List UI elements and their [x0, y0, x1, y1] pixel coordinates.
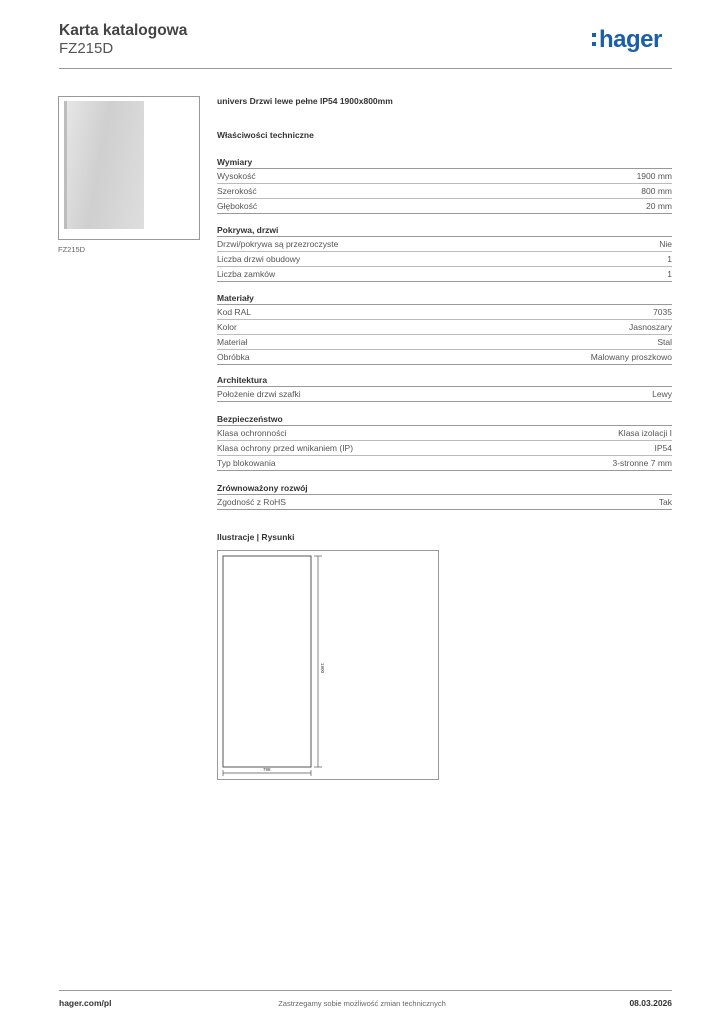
group-title: Zrównoważony rozwój	[217, 482, 672, 495]
spec-value: 7035	[653, 307, 672, 317]
spec-row	[217, 426, 672, 441]
spec-row	[217, 387, 672, 402]
footer-divider	[59, 990, 672, 991]
group-dimensions	[217, 156, 672, 214]
door-panel-image	[64, 101, 144, 229]
spec-label: Kolor	[217, 322, 237, 332]
footer-disclaimer: Zastrzegamy sobie możliwość zmian technicznych	[278, 999, 446, 1008]
spec-label: Głębokość	[217, 201, 258, 211]
group-sustainability	[217, 482, 672, 510]
spec-value: Klasa izolacji I	[618, 428, 672, 438]
spec-label: Wysokość	[217, 171, 256, 181]
group-title: Bezpieczeństwo	[217, 413, 672, 426]
spec-label: Drzwi/pokrywa są przezroczyste	[217, 239, 339, 249]
logo-dots-icon	[592, 33, 597, 51]
spec-value: 800 mm	[641, 186, 672, 196]
illustrations-title: Ilustracje | Rysunki	[217, 532, 295, 542]
spec-row	[217, 237, 672, 252]
spec-label: Klasa ochronności	[217, 428, 287, 438]
spec-value: 3-stronne 7 mm	[612, 458, 672, 468]
spec-row	[217, 169, 672, 184]
footer-website: hager.com/pl	[59, 998, 112, 1008]
spec-label: Liczba drzwi obudowy	[217, 254, 301, 264]
spec-value: Jasnoszary	[629, 322, 672, 332]
group-safety	[217, 413, 672, 471]
spec-row	[217, 335, 672, 350]
spec-value: 20 mm	[646, 201, 672, 211]
spec-row	[217, 267, 672, 282]
spec-row	[217, 441, 672, 456]
door-outline	[223, 556, 311, 767]
spec-value: Malowany proszkowo	[590, 352, 672, 362]
spec-value: Stal	[657, 337, 672, 347]
spec-label: Liczba zamków	[217, 269, 276, 279]
spec-row	[217, 305, 672, 320]
spec-row	[217, 184, 672, 199]
spec-label: Kod RAL	[217, 307, 252, 317]
product-code: FZ215D	[59, 40, 114, 57]
spec-value: 1	[667, 269, 672, 279]
section-heading: Właściwości techniczne	[217, 130, 314, 140]
height-dimension-label: 1900	[320, 663, 325, 674]
group-title: Materiały	[217, 292, 672, 305]
spec-value: Nie	[659, 239, 672, 249]
group-cover-door	[217, 224, 672, 282]
spec-row	[217, 350, 672, 365]
product-title: univers Drzwi lewe pełne IP54 1900x800mm	[217, 96, 393, 106]
spec-label: Typ blokowania	[217, 458, 276, 468]
spec-row	[217, 199, 672, 214]
spec-row	[217, 252, 672, 267]
spec-row	[217, 320, 672, 335]
group-title: Architektura	[217, 374, 672, 387]
header-divider	[59, 68, 672, 69]
spec-row	[217, 495, 672, 510]
spec-label: Położenie drzwi szafki	[217, 389, 301, 399]
spec-label: Szerokość	[217, 186, 257, 196]
door-drawing-svg	[218, 551, 438, 779]
product-thumbnail	[58, 96, 200, 240]
hager-logo	[592, 26, 662, 54]
door-panel-edge	[64, 101, 67, 229]
group-title: Wymiary	[217, 156, 672, 169]
spec-row	[217, 456, 672, 471]
spec-value: Tak	[658, 497, 672, 507]
group-architecture	[217, 374, 672, 402]
page-title: Karta katalogowa	[59, 22, 188, 39]
width-dimension-label: 798	[263, 767, 271, 772]
spec-label: Obróbka	[217, 352, 250, 362]
spec-label: Materiał	[217, 337, 248, 347]
group-title: Pokrywa, drzwi	[217, 224, 672, 237]
spec-value: IP54	[654, 443, 672, 453]
group-materials	[217, 292, 672, 365]
spec-label: Klasa ochrony przed wnikaniem (IP)	[217, 443, 354, 453]
logo-text: hager	[599, 26, 662, 53]
spec-value: 1900 mm	[636, 171, 672, 181]
spec-value: 1	[667, 254, 672, 264]
technical-drawing	[217, 550, 439, 780]
thumbnail-caption: FZ215D	[58, 245, 86, 254]
footer-date: 08.03.2026	[629, 998, 672, 1008]
spec-value: Lewy	[652, 389, 672, 399]
spec-label: Zgodność z RoHS	[217, 497, 286, 507]
